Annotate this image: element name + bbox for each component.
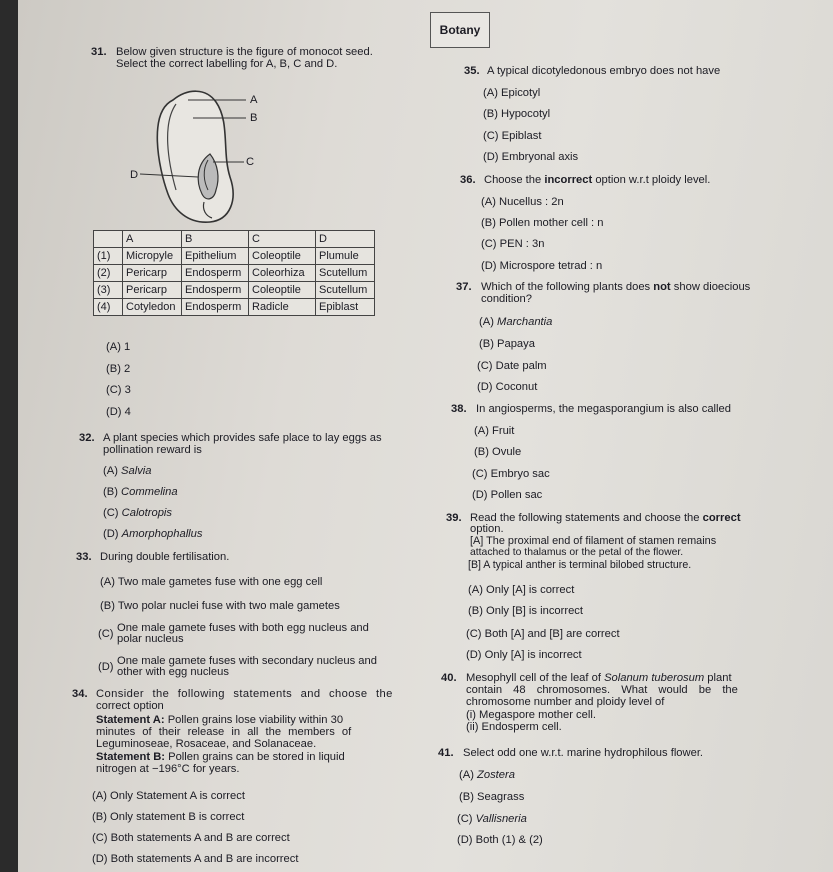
table-cell: Scutellum <box>316 282 375 299</box>
option-text: Commelina <box>121 486 178 498</box>
table-cell: Micropyle <box>123 248 182 265</box>
option-key: (C) <box>457 813 473 825</box>
q41-option-c[interactable] <box>457 813 527 826</box>
q33-option-c-line2: polar nucleus <box>117 633 184 645</box>
q37-option-d[interactable] <box>477 381 537 394</box>
stem-emphasis: incorrect <box>544 174 593 186</box>
q39-option-d[interactable]: (D) Only [A] is incorrect <box>466 649 582 661</box>
q35-option-c[interactable]: (C) Epiblast <box>483 130 542 142</box>
option-text: Two polar nuclei fuse with two male gametes <box>117 600 340 612</box>
q40-number: 40. <box>441 672 457 684</box>
stem-emphasis: correct <box>702 512 741 524</box>
q33-option-d-line2: other with egg nucleus <box>117 666 229 678</box>
statement-b-text: Pollen grains can be stored in liquid <box>168 751 345 763</box>
q37-option-b[interactable] <box>479 338 535 351</box>
table-cell: Radicle <box>249 299 316 316</box>
q41-option-d[interactable] <box>457 834 543 847</box>
table-cell: Plumule <box>316 248 375 265</box>
q32-option-b[interactable] <box>103 486 178 499</box>
figure-label-b: B <box>250 112 258 124</box>
table-header-row <box>94 231 375 248</box>
q39-option-b[interactable]: (B) Only [B] is incorrect <box>468 605 584 617</box>
statement-a-text: Pollen grains lose viability within 30 <box>167 714 344 726</box>
option-text: Papaya <box>497 338 535 350</box>
option-key: (D) <box>103 528 119 540</box>
option-key: (A) <box>459 769 474 781</box>
q36-option-d[interactable]: (D) Microspore tetrad : n <box>481 260 603 272</box>
q39-statement-a-line1: [A] The proximal end of filament of stamen remains <box>470 535 717 547</box>
q39-option-a[interactable]: (A) Only [A] is correct <box>468 584 575 596</box>
q36-number: 36. <box>460 174 476 186</box>
q33-option-c-line1: One male gamete fuses with both egg nucleus and <box>117 622 369 634</box>
q32-option-d[interactable] <box>103 528 203 541</box>
option-text: Marchantia <box>497 316 553 328</box>
option-text: Amorphophallus <box>121 528 203 540</box>
q31-number: 31. <box>91 46 107 58</box>
option-key: (C) <box>103 507 119 519</box>
q35-stem: A typical dicotyledonous embryo does not have <box>487 65 721 77</box>
species-name: Solanum tuberosum <box>604 672 705 684</box>
q39-stem-line2: option. <box>470 523 504 535</box>
option-key: (B) <box>479 338 494 350</box>
q34-option-b[interactable]: (B) Only statement B is correct <box>92 811 245 823</box>
q38-option-a[interactable]: (A) Fruit <box>474 425 515 437</box>
table-cell: Endosperm <box>182 299 249 316</box>
q33-option-d-line1: One male gamete fuses with secondary nucleus and <box>117 655 377 667</box>
option-key: (D) <box>477 381 493 393</box>
q39-statement-a-line2: attached to thalamus or the petal of the flower. <box>470 547 684 558</box>
q39-number: 39. <box>446 512 462 524</box>
table-cell: C <box>249 231 316 248</box>
q40-stem-line3: chromosome number and ploidy level of <box>466 696 665 708</box>
option-key: (A) <box>103 465 118 477</box>
q35-option-b[interactable]: (B) Hypocotyl <box>483 108 551 120</box>
option-key: (A) <box>100 576 115 588</box>
q41-option-b[interactable] <box>459 791 524 804</box>
q40-stem-line1 <box>466 672 732 685</box>
q31-option-a[interactable]: (A) 1 <box>106 341 131 353</box>
option-text: Salvia <box>121 465 152 477</box>
q39-stem-line1 <box>470 512 741 525</box>
option-text: Vallisneria <box>475 813 527 825</box>
q33-option-b[interactable] <box>100 600 340 613</box>
table-cell: (1) <box>94 248 123 265</box>
q31-stem-line2: Select the correct labelling for A, B, C and D. <box>116 58 338 70</box>
q41-stem: Select odd one w.r.t. marine hydrophilous flower. <box>463 747 704 759</box>
q35-option-d[interactable]: (D) Embryonal axis <box>483 151 579 163</box>
q31-option-d[interactable]: (D) 4 <box>106 406 131 418</box>
q40-item-i: (i) Megaspore mother cell. <box>466 709 596 721</box>
stem-text: Read the following statements and choose the <box>470 512 703 524</box>
statement-a-label: Statement A: <box>96 714 165 726</box>
q33-option-c-key[interactable]: (C) <box>98 628 114 640</box>
q38-stem: In angiosperms, the megasporangium is also called <box>476 403 731 415</box>
table-cell: D <box>316 231 375 248</box>
q38-option-b[interactable]: (B) Ovule <box>474 446 522 458</box>
q31-option-c[interactable]: (C) 3 <box>106 384 131 396</box>
table-cell: (3) <box>94 282 123 299</box>
option-key: (B) <box>100 600 115 612</box>
option-text: Two male gametes fuse with one egg cell <box>117 576 323 588</box>
q39-statement-b: [B] A typical anther is terminal bilobed structure. <box>468 559 692 571</box>
option-text: Both (1) & (2) <box>475 834 543 846</box>
table-row <box>94 299 375 316</box>
table-cell: Epithelium <box>182 248 249 265</box>
q33-number: 33. <box>76 551 92 563</box>
table-cell: Cotyledon <box>123 299 182 316</box>
figure-label-c: C <box>246 156 255 168</box>
option-text: Coconut <box>495 381 538 393</box>
q34-statement-a-line2: minutes of their release in all the members of <box>96 726 352 738</box>
q41-number: 41. <box>438 747 454 759</box>
table-cell: A <box>123 231 182 248</box>
q36-option-c[interactable]: (C) PEN : 3n <box>481 238 545 250</box>
q34-stem-line2: correct option <box>96 700 164 712</box>
monocot-seed-figure <box>118 82 268 227</box>
table-cell: B <box>182 231 249 248</box>
q38-option-c[interactable]: (C) Embryo sac <box>472 468 550 480</box>
q41-option-a[interactable] <box>459 769 515 782</box>
option-text: Zostera <box>477 769 515 781</box>
stem-text: plant <box>704 672 732 684</box>
q33-stem: During double fertilisation. <box>100 551 230 563</box>
subject-header: Botany <box>430 12 490 48</box>
table-cell: (2) <box>94 265 123 282</box>
option-text: Date palm <box>495 360 547 372</box>
option-key: (B) <box>459 791 474 803</box>
q37-number: 37. <box>456 281 472 293</box>
table-cell: Endosperm <box>182 265 249 282</box>
option-text: Calotropis <box>121 507 173 519</box>
q32-number: 32. <box>79 432 95 444</box>
q33-option-d-key[interactable]: (D) <box>98 661 114 673</box>
figure-label-d: D <box>130 169 139 181</box>
q32-option-a[interactable] <box>103 465 152 478</box>
q38-number: 38. <box>451 403 467 415</box>
q37-stem-line1 <box>481 281 750 294</box>
q39-option-c[interactable]: (C) Both [A] and [B] are correct <box>466 628 620 640</box>
option-key: (D) <box>457 834 473 846</box>
stem-text: Mesophyll cell of the leaf of <box>466 672 605 684</box>
q33-option-a[interactable] <box>100 576 322 589</box>
table-row <box>94 282 375 299</box>
q35-option-a[interactable]: (A) Epicotyl <box>483 87 541 99</box>
stem-text: Which of the following plants does <box>481 281 654 293</box>
q34-statement-b-line2: nitrogen at −196°C for years. <box>96 763 240 775</box>
table-cell: Pericarp <box>123 265 182 282</box>
table-cell <box>94 231 123 248</box>
stem-text: option w.r.t ploidy level. <box>592 174 711 186</box>
q34-stem-line1: Consider the following statements and choose the <box>96 688 393 700</box>
option-key: (C) <box>477 360 493 372</box>
q36-stem <box>484 174 710 187</box>
statement-b-label: Statement B: <box>96 751 165 763</box>
stem-text: show dioecious <box>670 281 751 293</box>
q34-option-a[interactable]: (A) Only Statement A is correct <box>92 790 245 802</box>
q34-statement-a-line1 <box>96 714 343 727</box>
q34-option-c[interactable]: (C) Both statements A and B are correct <box>92 832 290 844</box>
q37-option-c[interactable] <box>477 360 547 373</box>
table-row <box>94 265 375 282</box>
figure-label-a: A <box>250 94 258 106</box>
stem-text: Choose the <box>484 174 545 186</box>
option-text: Seagrass <box>477 791 525 803</box>
table-cell: Coleoptile <box>249 282 316 299</box>
q35-number: 35. <box>464 65 480 77</box>
table-cell: Scutellum <box>316 265 375 282</box>
table-cell: Endosperm <box>182 282 249 299</box>
table-cell: Epiblast <box>316 299 375 316</box>
table-cell: Coleorhiza <box>249 265 316 282</box>
q34-number: 34. <box>72 688 88 700</box>
table-cell: (4) <box>94 299 123 316</box>
stem-emphasis: not <box>653 281 671 293</box>
q31-options-table <box>93 230 375 316</box>
q37-option-a[interactable] <box>479 316 552 329</box>
table-cell: Coleoptile <box>249 248 316 265</box>
q32-option-c[interactable] <box>103 507 172 520</box>
q34-statement-b-line1 <box>96 751 345 764</box>
q36-option-b[interactable]: (B) Pollen mother cell : n <box>481 217 604 229</box>
option-key: (A) <box>479 316 494 328</box>
table-row <box>94 248 375 265</box>
q37-stem-line2: condition? <box>481 293 533 305</box>
q34-statement-a-line3: Leguminoseae, Rosaceae, and Solanaceae. <box>96 738 317 750</box>
table-cell: Pericarp <box>123 282 182 299</box>
q40-stem-line2: contain 48 chromosomes. What would be the <box>466 684 738 696</box>
q32-stem-line2: pollination reward is <box>103 444 202 456</box>
q34-option-d[interactable]: (D) Both statements A and B are incorrect <box>92 853 299 865</box>
q31-option-b[interactable]: (B) 2 <box>106 363 131 375</box>
q32-stem-line1: A plant species which provides safe place to lay eggs as <box>103 432 382 444</box>
q31-stem-line1: Below given structure is the figure of monocot seed. <box>116 46 373 58</box>
q38-option-d[interactable]: (D) Pollen sac <box>472 489 543 501</box>
q40-item-ii: (ii) Endosperm cell. <box>466 721 562 733</box>
q36-option-a[interactable]: (A) Nucellus : 2n <box>481 196 564 208</box>
option-key: (B) <box>103 486 118 498</box>
